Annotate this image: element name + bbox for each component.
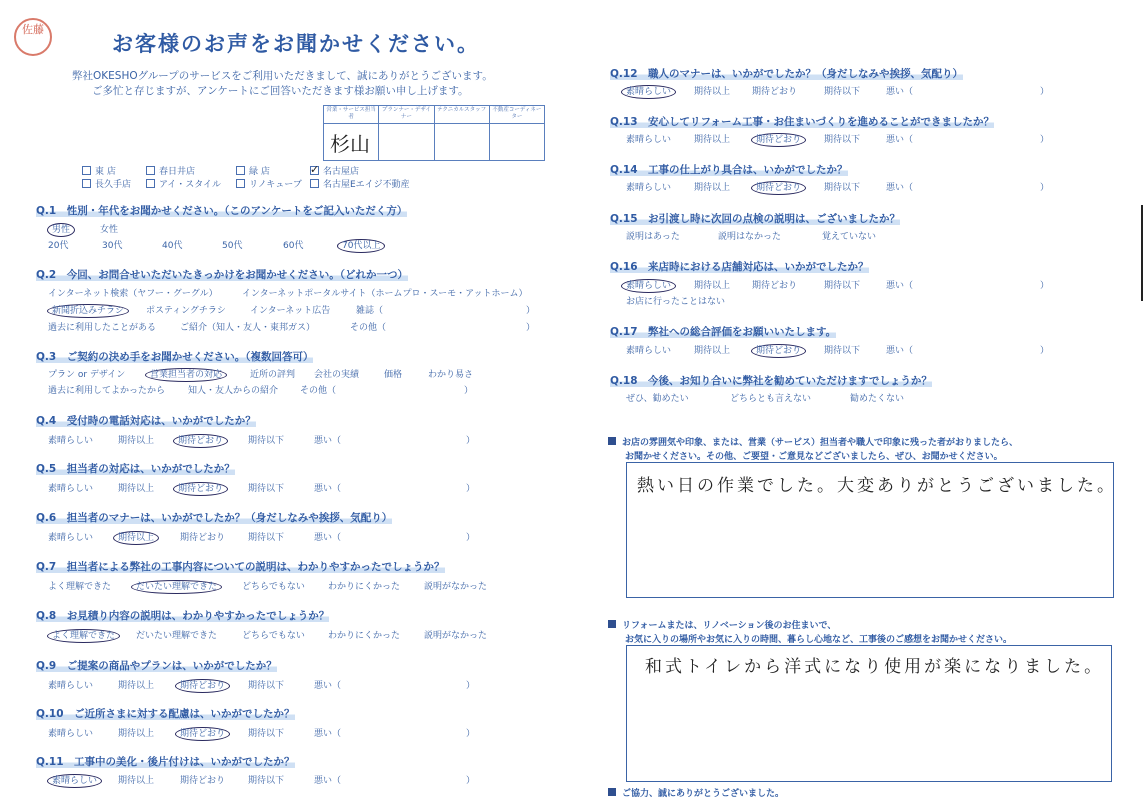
- q11-option: ）: [466, 776, 476, 786]
- q2-option[interactable]: 雑誌（: [356, 306, 384, 316]
- q11-option[interactable]: 期待以上: [118, 776, 155, 786]
- q13-option[interactable]: 期待以上: [694, 135, 731, 145]
- comment1-prompt-line-2: お聞かせください。その他、ご要望・ご意見などございましたら、ぜひ、お聞かせください。: [625, 452, 1003, 462]
- name-stamp: 佐藤: [14, 18, 52, 56]
- q9-options: [0, 678, 560, 694]
- q16-option: ）: [1040, 281, 1050, 291]
- q5-option[interactable]: 素晴らしい: [48, 484, 94, 494]
- q8-option[interactable]: どちらでもない: [242, 631, 305, 641]
- q18-option[interactable]: どちらとも言えない: [730, 394, 812, 404]
- q13-option: ）: [1040, 135, 1050, 145]
- q2-option[interactable]: インターネットポータルサイト（ホームプロ・スーモ・アットホーム）: [242, 289, 528, 299]
- q14-options: [0, 180, 1100, 196]
- q9-option: ）: [466, 681, 476, 691]
- q7-option[interactable]: よく理解できた: [48, 582, 112, 592]
- question-15: Q.15 お引渡し時に次回の点検の説明は、ございましたか？: [610, 213, 901, 225]
- q14-option[interactable]: 期待どおり: [756, 180, 801, 193]
- q10-option[interactable]: 素晴らしい: [48, 729, 94, 739]
- q3-option: ）: [464, 386, 474, 396]
- q15-option[interactable]: 覚えていない: [822, 232, 877, 242]
- q2-option[interactable]: インターネット広告: [250, 306, 331, 316]
- q2-option[interactable]: 新聞折込みチラシ: [52, 303, 124, 316]
- question-9: Q.9 ご提案の商品やプランは、いかがでしたか？: [36, 660, 277, 672]
- q15-option[interactable]: 説明はあった: [626, 232, 680, 242]
- question-18: Q.18 今後、お知り合いに弊社を勧めていただけますでしょうか？: [610, 375, 932, 387]
- q12-option[interactable]: 悪い（: [886, 87, 914, 97]
- q9-option[interactable]: 悪い（: [314, 681, 342, 691]
- q17-option[interactable]: 悪い（: [886, 346, 914, 356]
- comment2-prompt-line-2: お気に入りの場所やお気に入りの時間、暮らし心地など、工事後のご感想をお聞かせください。: [625, 635, 1013, 645]
- q14-option[interactable]: 悪い（: [886, 183, 914, 193]
- store-eage-realestate[interactable]: 名古屋Eエイジ不動産: [310, 177, 410, 190]
- square-bullet-icon: [608, 437, 616, 445]
- q6-option[interactable]: 悪い（: [314, 533, 342, 543]
- question-5: Q.5 担当者の対応は、いかがでしたか？: [36, 463, 235, 475]
- q16-option[interactable]: お店に行ったことはない: [626, 297, 726, 307]
- q17-option[interactable]: 素晴らしい: [626, 346, 672, 356]
- checkbox-icon: [82, 166, 91, 175]
- question-6: Q.6 担当者のマナーは、いかがでしたか？（身だしなみや挨拶、気配り）: [36, 512, 393, 524]
- q6-option[interactable]: 期待以上: [118, 530, 154, 543]
- q3-option[interactable]: プラン or デザイン: [48, 370, 126, 380]
- q12-option[interactable]: 期待以下: [824, 87, 861, 97]
- q4-option[interactable]: 期待どおり: [178, 433, 223, 446]
- question-1: Q.1 性別・年代をお聞かせください。（このアンケートをご記入いただく方）: [36, 205, 408, 217]
- question-16: Q.16 来店時における店舗対応は、いかがでしたか？: [610, 261, 869, 273]
- q1-option[interactable]: 40代: [162, 241, 183, 251]
- q5-option[interactable]: 期待どおり: [178, 481, 223, 494]
- q6-options: [0, 530, 560, 546]
- q3-option[interactable]: 会社の実績: [314, 370, 360, 380]
- q8-option[interactable]: よく理解できた: [52, 628, 115, 641]
- q14-option[interactable]: 期待以下: [824, 183, 861, 193]
- comment1-prompt-line-1: お店の雰囲気や印象、または、営業（サービス）担当者や職人で印象に残った者がおりましたら、: [608, 435, 1018, 448]
- q13-option[interactable]: 期待以下: [824, 135, 861, 145]
- q11-options: [0, 773, 560, 789]
- comment2-answer: 和式トイレから洋式になり使用が楽になりました。: [645, 657, 1105, 677]
- q16-options: [0, 278, 1100, 312]
- q8-option[interactable]: だいたい理解できた: [136, 631, 218, 641]
- q3-option[interactable]: 近所の評判: [250, 370, 296, 380]
- q14-option: ）: [1040, 183, 1050, 193]
- q3-option[interactable]: 知人・友人からの紹介: [188, 386, 279, 396]
- q2-option[interactable]: その他（: [350, 323, 387, 333]
- q5-option[interactable]: 期待以下: [248, 484, 285, 494]
- question-10: Q.10 ご近所さまに対する配慮は、いかがでしたか？: [36, 708, 295, 720]
- q8-option[interactable]: 説明がなかった: [424, 631, 488, 641]
- store-midori[interactable]: 緑 店: [236, 164, 270, 177]
- q18-option[interactable]: 勧めたくない: [850, 394, 905, 404]
- q4-option[interactable]: 素晴らしい: [48, 436, 94, 446]
- intro-line-1: 弊社OKESHOグループのサービスをご利用いただきまして、誠にありがとうございます。: [72, 70, 493, 82]
- question-13: Q.13 安心してリフォーム工事・お住まいづくりを進めることができましたか？: [610, 116, 995, 128]
- square-bullet-icon: [608, 788, 616, 796]
- q15-option[interactable]: 説明はなかった: [718, 232, 782, 242]
- question-8: Q.8 お見積り内容の説明は、わかりやすかったでしょうか？: [36, 610, 330, 622]
- q16-option[interactable]: 期待どおり: [752, 281, 798, 291]
- store-higashi[interactable]: 東 店: [82, 164, 116, 177]
- q2-option[interactable]: ご紹介（知人・友人・東邦ガス）: [180, 323, 316, 333]
- q2-option[interactable]: 過去に利用したことがある: [48, 323, 157, 333]
- comment1-textarea[interactable]: [626, 462, 1117, 598]
- q2-option[interactable]: インターネット検索（ヤフー・グーグル）: [48, 289, 218, 299]
- q13-option[interactable]: 期待どおり: [756, 132, 801, 145]
- page-title: お客様のお声をお聞かせください。: [112, 32, 480, 56]
- question-3: Q.3 ご契約の決め手をお聞かせください。（複数回答可）: [36, 351, 314, 363]
- q12-option[interactable]: 期待どおり: [752, 87, 798, 97]
- q3-option[interactable]: 過去に利用してよかったから: [48, 386, 166, 396]
- q17-option[interactable]: 期待以上: [694, 346, 731, 356]
- q10-options: [0, 726, 560, 742]
- q4-option[interactable]: 期待以上: [118, 436, 155, 446]
- q16-option[interactable]: 期待以下: [824, 281, 861, 291]
- q7-option[interactable]: 説明がなかった: [424, 582, 488, 592]
- question-4: Q.4 受付時の電話対応は、いかがでしたか？: [36, 415, 256, 427]
- q7-option[interactable]: わかりにくかった: [328, 582, 401, 592]
- q13-options: [0, 132, 1100, 148]
- question-14: Q.14 工事の仕上がり具合は、いかがでしたか？: [610, 164, 848, 176]
- q3-option[interactable]: 営業担当者の対応: [150, 367, 222, 380]
- q1-option[interactable]: 70代以上: [342, 238, 380, 251]
- q2-option: ）: [526, 323, 536, 333]
- q16-option[interactable]: 悪い（: [886, 281, 914, 291]
- q6-option[interactable]: 素晴らしい: [48, 533, 94, 543]
- q7-option[interactable]: どちらでもない: [242, 582, 305, 592]
- q10-option[interactable]: 期待以下: [248, 729, 285, 739]
- q1-option[interactable]: 50代: [222, 241, 243, 251]
- q4-option[interactable]: 期待以下: [248, 436, 285, 446]
- comment2-prompt-line-1: リフォームまたは、リノベーション後のお住まいで、: [608, 618, 836, 631]
- comment1-answer: 熱い日の作業でした。大変ありがとうございました。: [637, 476, 1117, 496]
- question-11: Q.11 工事中の美化・後片付けは、いかがでしたか？: [36, 756, 295, 768]
- q17-option[interactable]: 期待以下: [824, 346, 861, 356]
- q17-options: [0, 343, 1100, 359]
- checkbox-icon: [236, 166, 245, 175]
- q1-option[interactable]: 男性: [52, 222, 70, 235]
- store-nagoya[interactable]: ✓ 名古屋店: [310, 163, 360, 177]
- scan-edge-mark: [1141, 205, 1143, 301]
- q3-option[interactable]: その他（: [300, 386, 337, 396]
- q5-option: ）: [466, 484, 476, 494]
- q6-option[interactable]: 期待どおり: [180, 533, 226, 543]
- q1-option[interactable]: 女性: [100, 225, 119, 235]
- q4-option[interactable]: 悪い（: [314, 436, 342, 446]
- comment2-textarea[interactable]: [626, 645, 1112, 782]
- q11-option[interactable]: 素晴らしい: [52, 773, 97, 786]
- q7-option[interactable]: だいたい理解できた: [136, 579, 217, 592]
- q10-option[interactable]: 悪い（: [314, 729, 342, 739]
- q17-option: ）: [1040, 346, 1050, 356]
- q10-option: ）: [466, 729, 476, 739]
- q12-option[interactable]: 素晴らしい: [626, 84, 671, 97]
- q1-option[interactable]: 60代: [283, 241, 304, 251]
- question-12: Q.12 職人のマナーは、いかがでしたか？（身だしなみや挨拶、気配り）: [610, 68, 964, 80]
- q5-option[interactable]: 期待以上: [118, 484, 155, 494]
- square-bullet-icon: [608, 620, 616, 628]
- staff-signature: 杉山: [330, 132, 370, 156]
- q16-option[interactable]: 素晴らしい: [626, 278, 671, 291]
- staff-col-technical: テクニカルスタッフ: [435, 106, 489, 124]
- store-kasugai[interactable]: 春日井店: [146, 164, 195, 177]
- q8-option[interactable]: わかりにくかった: [328, 631, 401, 641]
- q4-options: [0, 433, 560, 449]
- q4-option: ）: [466, 436, 476, 446]
- staff-col-planner: プランナー・デザイナー: [379, 106, 433, 124]
- q18-option[interactable]: ぜひ、勧めたい: [626, 394, 689, 404]
- intro-line-2: ご多忙と存じますが、アンケートにご回答いただきます様お願い申し上げます。: [92, 85, 469, 97]
- staff-col-sales: 営業・サービス担当者: [324, 106, 378, 124]
- q7-options: [0, 579, 560, 595]
- staff-col-realestate: 不動産コーディネーター: [490, 106, 544, 124]
- q10-option[interactable]: 期待どおり: [180, 726, 225, 739]
- q16-option[interactable]: 期待以上: [694, 281, 731, 291]
- q15-options: [0, 229, 1100, 245]
- q17-option[interactable]: 期待どおり: [756, 343, 801, 356]
- q12-option[interactable]: 期待以上: [694, 87, 731, 97]
- q12-options: [0, 84, 1100, 100]
- question-2: Q.2 今回、お問合せいただいたきっかけをお聞かせください。（どれか一つ）: [36, 269, 408, 281]
- q11-option[interactable]: 期待以下: [248, 776, 285, 786]
- q9-option[interactable]: 期待以上: [118, 681, 155, 691]
- q11-option[interactable]: 悪い（: [314, 776, 342, 786]
- q5-option[interactable]: 悪い（: [314, 484, 342, 494]
- q10-option[interactable]: 期待以上: [118, 729, 155, 739]
- store-nagakute[interactable]: 長久手店: [82, 177, 131, 190]
- q9-option[interactable]: 期待以下: [248, 681, 285, 691]
- q3-option[interactable]: 価格: [384, 370, 403, 380]
- q6-option: ）: [466, 533, 476, 543]
- q6-option[interactable]: 期待以下: [248, 533, 285, 543]
- q5-options: [0, 481, 560, 497]
- q18-options: [0, 391, 1100, 407]
- footer-thanks: ご協力、誠にありがとうございました。: [608, 786, 784, 799]
- q2-option[interactable]: ポスティングチラシ: [146, 306, 226, 316]
- q14-option[interactable]: 素晴らしい: [626, 183, 672, 193]
- question-17: Q.17 弊社への総合評価をお願いいたします。: [610, 326, 837, 338]
- q1-option[interactable]: 30代: [102, 241, 123, 251]
- q14-option[interactable]: 期待以上: [694, 183, 731, 193]
- q9-option[interactable]: 素晴らしい: [48, 681, 94, 691]
- q13-option[interactable]: 素晴らしい: [626, 135, 672, 145]
- q11-option[interactable]: 期待どおり: [180, 776, 226, 786]
- q3-option[interactable]: わかり易さ: [428, 370, 474, 380]
- q12-option: ）: [1040, 87, 1050, 97]
- checkbox-checked-icon: ✓: [310, 163, 320, 176]
- q2-option: ）: [526, 306, 536, 316]
- store-istyle[interactable]: アイ・スタイル: [146, 177, 221, 190]
- q1-option[interactable]: 20代: [48, 241, 69, 251]
- q8-options: [0, 628, 560, 644]
- checkbox-icon: [146, 166, 155, 175]
- q13-option[interactable]: 悪い（: [886, 135, 914, 145]
- question-7: Q.7 担当者による弊社の工事内容についての説明は、わかりやすかったでしょうか？: [36, 561, 445, 573]
- q9-option[interactable]: 期待どおり: [180, 678, 225, 691]
- store-renocube[interactable]: リノキューブ: [236, 177, 302, 190]
